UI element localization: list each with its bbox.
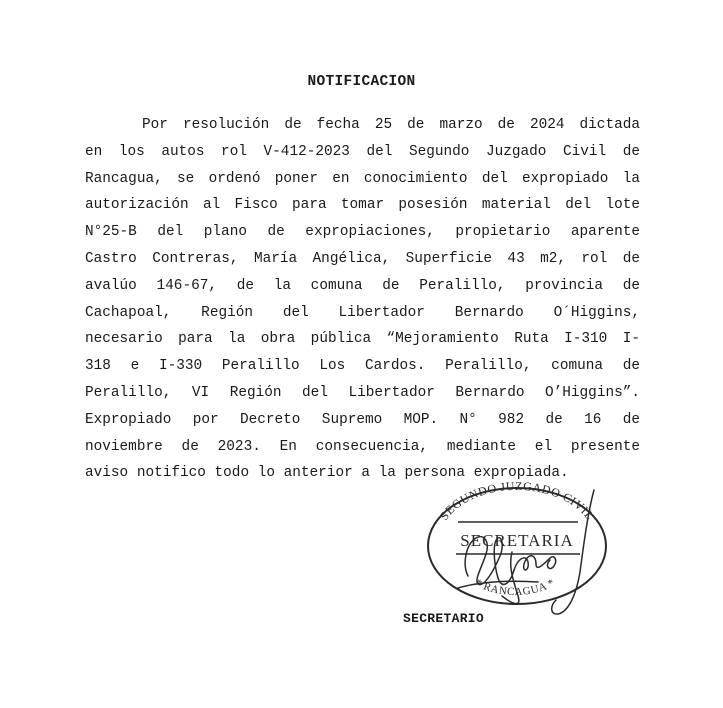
- court-seal-stamp: [418, 472, 608, 622]
- body-line: autorización al Fisco para tomar posesión material del lote: [85, 197, 640, 214]
- seal-top-text: SEGUNDO JUZGADO CIVIL: [436, 478, 598, 523]
- body-line: N°25-B del plano de expropiaciones, propietario aparente: [85, 224, 640, 241]
- body-line: 318 e I-330 Peralillo Los Cardos. Peralillo, comuna de: [85, 358, 640, 375]
- body-line: noviembre de 2023. En consecuencia, mediante el presente: [85, 438, 640, 455]
- body-line: en los autos rol V-412-2023 del Segundo Juzgado Civil de: [85, 143, 640, 160]
- body-line: avalúo 146-67, de la comuna de Peralillo, provincia de: [85, 277, 640, 294]
- body-line: Expropiado por Decreto Supremo MOP. N° 982 de 16 de: [85, 411, 640, 428]
- notification-body: [85, 112, 640, 487]
- body-line: Cachapoal, Región del Libertador Bernardo O´Higgins,: [85, 304, 640, 321]
- body-line: Castro Contreras, María Angélica, Superficie 43 m2, rol de: [85, 250, 640, 267]
- body-line: aviso notifico todo lo anterior a la persona expropiada.: [85, 465, 569, 482]
- seal-bottom-text: * RANCAGUA *: [473, 576, 557, 599]
- body-line: Peralillo, VI Región del Libertador Bernardo O’Higgins”.: [85, 384, 640, 401]
- document-title: NOTIFICACION: [307, 74, 416, 90]
- signatory-title: SECRETARIO: [403, 611, 485, 626]
- seal-center-text: SECRETARIA: [460, 531, 574, 550]
- body-line: necesario para la obra pública “Mejoramiento Ruta I-310 I-: [85, 331, 640, 348]
- body-line: Rancagua, se ordenó poner en conocimiento del expropiado la: [85, 170, 640, 187]
- body-line: Por resolución de fecha 25 de marzo de 2024 dictada: [142, 117, 640, 133]
